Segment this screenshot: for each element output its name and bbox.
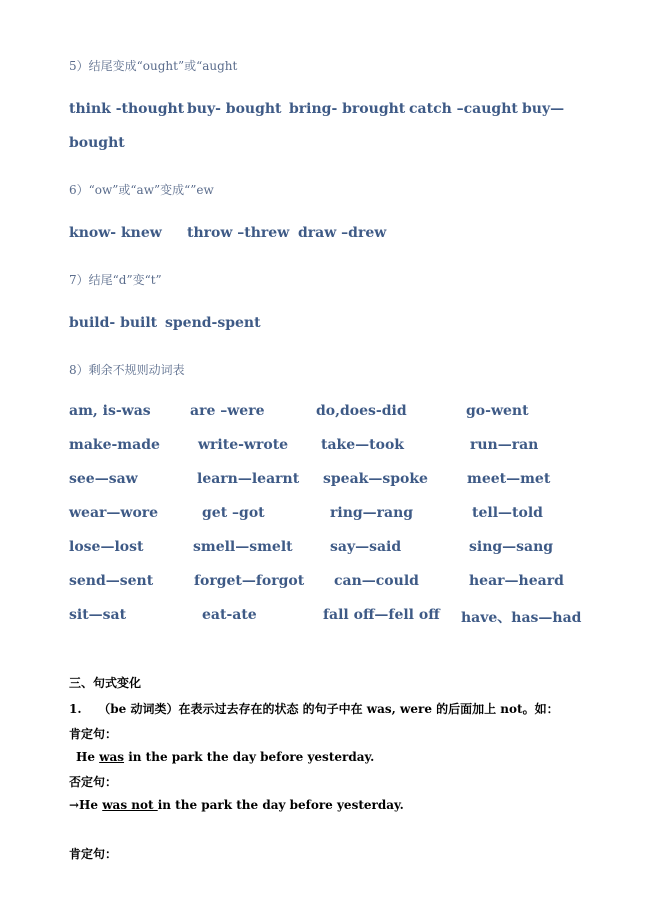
table-cell: get –got (202, 505, 265, 521)
affirmative-label-2: 肯定句： (69, 847, 118, 861)
rule-1 (69, 700, 559, 717)
table-cell: are –were (190, 403, 265, 419)
table-cell: say—said (330, 539, 402, 555)
table-cell: take—took (321, 437, 404, 453)
table-row (69, 539, 589, 573)
table-cell: ring—rang (330, 505, 414, 521)
table-cell: lose—lost (69, 539, 144, 555)
table-cell: sing—sang (469, 539, 554, 555)
affirmative-label: 肯定句： (69, 727, 118, 741)
verb-pair: think -thought (69, 101, 185, 117)
verb-pair: bring- brought (289, 101, 406, 117)
verb-pair: draw –drew (298, 225, 387, 241)
verb-pair: bought (69, 135, 125, 151)
section-8-heading: 8）剩余不规则动词表 (69, 363, 185, 377)
verb-pair: spend-spent (165, 315, 261, 331)
section-5-heading: 5）结尾变成“ought”或“aught (69, 59, 238, 73)
table-cell: go-went (466, 403, 529, 419)
verb-pair: throw –threw (187, 225, 290, 241)
example-text: in the park the day before yesterday. (157, 798, 404, 812)
negative-label: 否定句： (69, 775, 118, 789)
verb-pair: know- knew (69, 225, 162, 241)
table-cell: write-wrote (198, 437, 289, 453)
table-cell: fall off—fell off (323, 607, 440, 623)
example-underlined: was not (102, 798, 158, 812)
table-row (69, 437, 589, 471)
example-text: in the park the day before yesterday. (124, 750, 375, 764)
affirmative-example (76, 750, 374, 764)
table-cell: speak—spoke (323, 471, 428, 487)
section-7-heading: 7）结尾“d”变“t” (69, 273, 162, 287)
table-cell: sit—sat (69, 607, 127, 623)
table-row (69, 573, 589, 607)
table-cell: hear—heard (469, 573, 564, 589)
verb-pair: build- built (69, 315, 158, 331)
verb-pair: catch –caught (409, 101, 518, 117)
table-cell: send—sent (69, 573, 154, 589)
table-row (69, 505, 589, 539)
example-underlined: was (99, 750, 125, 764)
table-row (69, 471, 589, 505)
table-cell: run—ran (470, 437, 539, 453)
table-cell: eat-ate (202, 607, 257, 623)
example-text: →He (69, 798, 103, 812)
table-cell: forget—forgot (194, 573, 305, 589)
negative-example (69, 798, 404, 812)
table-row (69, 607, 589, 641)
table-cell: meet—met (467, 471, 551, 487)
table-cell: am, is-was (69, 403, 151, 419)
rule-number: 1. (69, 702, 82, 716)
table-cell: make-made (69, 437, 160, 453)
table-cell: do,does-did (316, 403, 407, 419)
table-cell: learn—learnt (197, 471, 300, 487)
table-cell: wear—wore (69, 505, 159, 521)
part-3-title: 三、句式变化 (69, 676, 142, 690)
section-6-heading: 6）“ow”或“aw”变成“”ew (69, 183, 214, 197)
verb-pair: buy— (522, 101, 565, 117)
rule-text: （be 动词类）在表示过去存在的状态 的句子中在 was, were 的后面加上 not。如： (98, 702, 559, 716)
table-row (69, 403, 589, 437)
verb-pair: buy- bought (187, 101, 282, 117)
table-cell: have、has—had (461, 610, 582, 626)
irregular-verb-table (69, 403, 589, 641)
example-text: He (76, 750, 100, 764)
table-cell: see—saw (69, 471, 138, 487)
table-cell: smell—smelt (193, 539, 293, 555)
table-cell: tell—told (472, 505, 543, 521)
table-cell: can—could (334, 573, 419, 589)
